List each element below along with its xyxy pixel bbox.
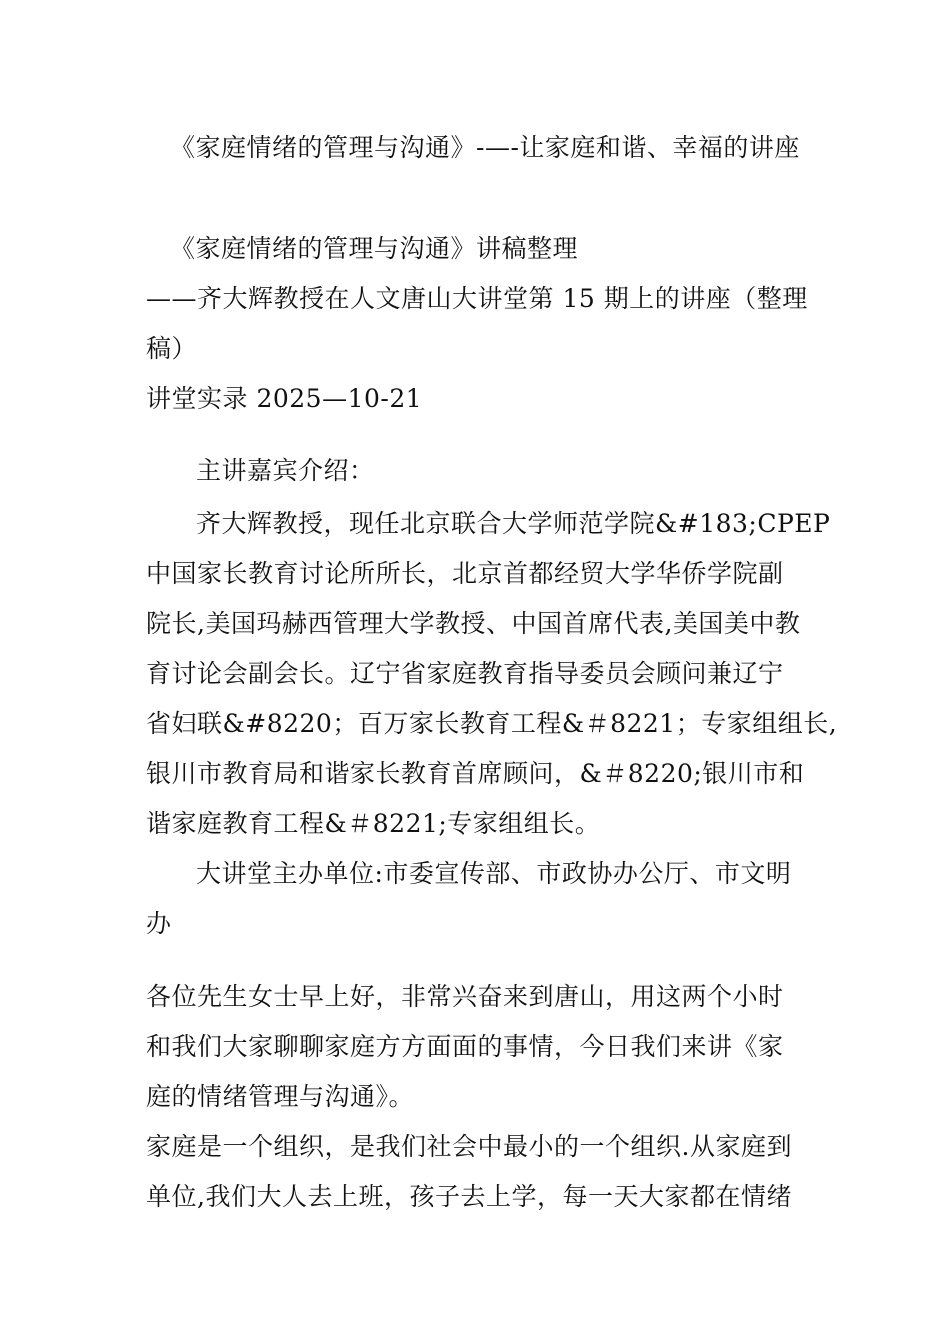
speaker-bio-line: 中国家长教育讨论所所长，北京首都经贸大学华侨学院副 bbox=[146, 559, 784, 588]
byline-line-1: ——齐大辉教授在人文唐山大讲堂第 15 期上的讲座（整理 bbox=[146, 284, 808, 313]
organizer-line: 大讲堂主办单位:市委宣传部、市政协办公厅、市文明 bbox=[196, 859, 792, 888]
document-title: 《家庭情绪的管理与沟通》-—-让家庭和谐、幸福的讲座 bbox=[170, 133, 800, 162]
speaker-bio-line: 院长,美国玛赫西管理大学教授、中国首席代表,美国美中教 bbox=[146, 609, 801, 638]
body-paragraph-line: 和我们大家聊聊家庭方方面面的事情，今日我们来讲《家 bbox=[146, 1032, 784, 1061]
speaker-bio-line: 省妇联&#8220；百万家长教育工程&＃8221；专家组组长, bbox=[146, 709, 838, 738]
body-paragraph-line: 单位,我们大人去上班，孩子去上学，每一天大家都在情绪 bbox=[146, 1182, 792, 1211]
speaker-bio-line: 育讨论会副会长。辽宁省家庭教育指导委员会顾问兼辽宁 bbox=[146, 659, 784, 688]
speaker-bio-line: 齐大辉教授，现任北京联合大学师范学院&#183;CPEP bbox=[196, 509, 831, 538]
body-paragraph-line: 家庭是一个组织，是我们社会中最小的一个组织.从家庭到 bbox=[146, 1132, 792, 1161]
speaker-bio-line: 谐家庭教育工程&＃8221;专家组组长。 bbox=[146, 809, 601, 838]
speaker-heading: 主讲嘉宾介绍： bbox=[196, 456, 375, 485]
organizer-line: 办 bbox=[146, 909, 172, 938]
speaker-bio-line: 银川市教育局和谐家长教育首席顾问，&＃8220;银川市和 bbox=[146, 759, 805, 788]
body-paragraph-line: 庭的情绪管理与沟通》。 bbox=[146, 1082, 415, 1111]
byline-line-2: 稿） bbox=[146, 334, 198, 363]
record-date: 讲堂实录 2025—10-21 bbox=[146, 384, 423, 413]
lecture-subtitle: 《家庭情绪的管理与沟通》讲稿整理 bbox=[170, 234, 579, 263]
body-paragraph-line: 各位先生女士早上好，非常兴奋来到唐山，用这两个小时 bbox=[146, 982, 784, 1011]
